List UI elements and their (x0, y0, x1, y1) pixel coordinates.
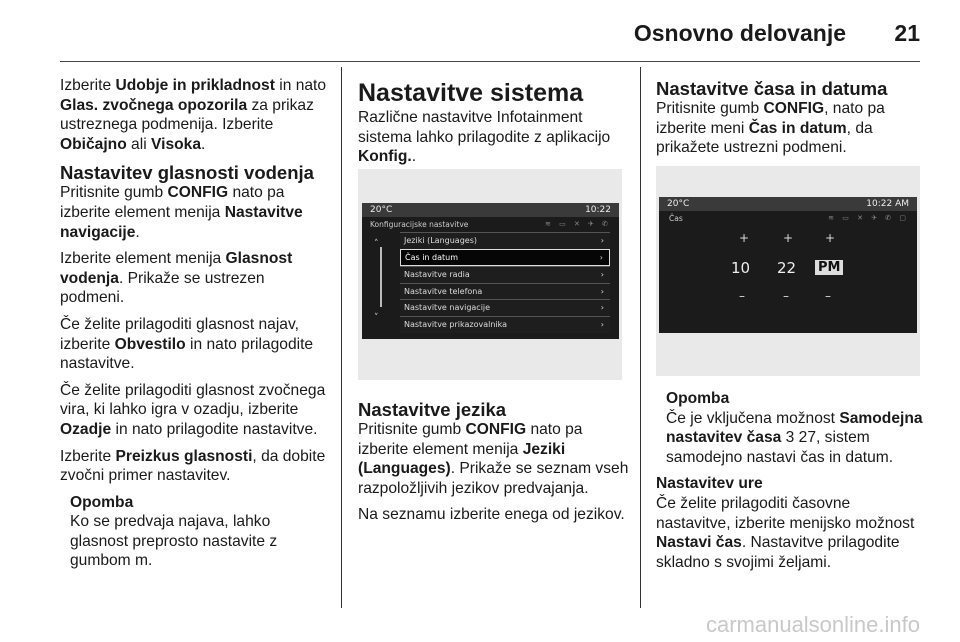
menu-item-selected[interactable]: Čas in datum › (400, 249, 610, 267)
header-rule (60, 61, 920, 62)
paragraph: Če želite prilagoditi časovne nastavitve, izberite menijsko možnost Nastavi čas. Nastavitve prilagodite skladno s svojimi željami. (656, 494, 915, 571)
column-2-lower (358, 399, 633, 532)
running-title: Osnovno delovanje (633, 20, 846, 46)
status-icons: ≋ ▭ ✕ ✈ ✆ ▢ (828, 214, 909, 222)
column-2 (358, 78, 633, 174)
section-title: Nastavitve sistema (358, 79, 584, 107)
paragraph: Če želite prilagoditi glasnost najav, izberite Obvestilo in nato prilagodite nastavitve. (60, 315, 314, 373)
menu-item[interactable]: Nastavitve radia › (400, 266, 610, 283)
paragraph: Pritisnite gumb CONFIG nato pa izberite element menija Nastavitve navigacije. (60, 184, 303, 241)
note-box (666, 389, 926, 467)
column-3 (656, 78, 926, 165)
infotainment-display (362, 203, 619, 339)
hour-value: 10 (731, 259, 751, 277)
screenshot-config-menu (358, 169, 622, 380)
menu-item[interactable]: Jeziki (Languages) › (400, 232, 610, 249)
status-icons: ≋ ▭ ✕ ✈ ✆ (545, 220, 611, 228)
chevron-right-icon: › (600, 303, 604, 313)
page-reference-icon: 3 (785, 429, 795, 447)
note-title: Opomba (70, 493, 134, 511)
ampm-increase-button[interactable]: + (825, 231, 836, 245)
ampm-decrease-button[interactable]: – (825, 289, 831, 303)
note-text: Če je vključena možnost Samodejna nastavitev časa 3 27, sistem samodejno nastavi čas in datum. (666, 409, 923, 466)
infotainment-display (659, 197, 917, 333)
status-bar (659, 197, 917, 211)
paragraph: Pritisnite gumb CONFIG, nato pa izberite meni Čas in datum, da prikažete ustrezni podmeni. (656, 100, 885, 157)
scrollbar[interactable] (380, 247, 382, 307)
screenshot-time-menu (656, 166, 920, 376)
paragraph: Če želite prilagoditi glasnost zvočnega vira, ki lahko igra v ozadju, izberite Ozadje in nato prilagodite nastavitve. (60, 381, 326, 438)
column-divider (341, 67, 342, 608)
scroll-up-icon[interactable]: ˄ (374, 239, 379, 249)
scroll-down-icon[interactable]: ˅ (374, 313, 379, 323)
minute-increase-button[interactable]: + (783, 231, 794, 245)
hour-increase-button[interactable]: + (739, 231, 750, 245)
clock: 10:22 AM (866, 199, 909, 209)
clock: 10:22 (585, 205, 611, 215)
menu-item[interactable]: Nastavitve telefona › (400, 283, 610, 300)
column-3-lower (656, 389, 926, 579)
section-heading: Nastavitev glasnosti vodenja (60, 162, 314, 184)
note-text: Ko se predvaja najava, lahko glasnost preprosto nastavite z gumbom m. (70, 513, 278, 570)
chevron-right-icon: › (599, 252, 603, 262)
chevron-right-icon: › (600, 319, 604, 329)
minute-decrease-button[interactable]: – (783, 289, 789, 303)
section-heading: Nastavitve časa in datuma (656, 78, 888, 99)
temperature: 20°C (667, 199, 690, 209)
ampm-value: PM (815, 260, 843, 275)
paragraph: Izberite element menija Glasnost vodenja. Prikaže se ustrezen podmeni. (60, 250, 293, 307)
column-1 (60, 76, 330, 571)
paragraph: Pritisnite gumb CONFIG nato pa izberite element menija Jeziki (Languages). Prikaže se seznam vseh razpoložljivih jezikov predvajanja. (358, 421, 629, 497)
paragraph: Izberite Udobje in prikladnost in nato Glas. zvočnega opozorila za prikaz ustreznega podmenija. Izberite Običajno ali Visoka. (60, 77, 327, 153)
mute-knob-icon: m (135, 552, 149, 570)
subheading: Nastavitev ure (656, 475, 763, 493)
menu-title: Konfiguracijske nastavitve (370, 220, 469, 229)
page-number: 21 (894, 20, 920, 46)
paragraph: Izberite Preizkus glasnosti, da dobite zvočni primer nastavitev. (60, 447, 326, 485)
chevron-right-icon: › (600, 236, 604, 245)
section-heading: Nastavitve jezika (358, 399, 507, 420)
minute-value: 22 (777, 259, 797, 277)
chevron-right-icon: › (600, 270, 604, 280)
menu-list (400, 232, 610, 333)
menu-item[interactable]: Nastavitve prikazovalnika › (400, 316, 610, 333)
watermark: carmanualsonline.info (705, 612, 920, 637)
paragraph: Različne nastavitve Infotainment sistema lahko prilagodite z aplikacijo Konfig.. (358, 109, 611, 166)
note-title: Opomba (666, 390, 730, 407)
hour-decrease-button[interactable]: – (739, 289, 745, 303)
menu-item[interactable]: Nastavitve navigacije › (400, 299, 610, 316)
chevron-right-icon: › (600, 286, 604, 296)
note-box (70, 493, 330, 571)
menu-title: Čas (669, 214, 683, 223)
temperature: 20°C (370, 205, 393, 215)
paragraph: Na seznamu izberite enega od jezikov. (358, 506, 625, 524)
column-divider (640, 67, 641, 608)
status-bar (362, 203, 619, 217)
